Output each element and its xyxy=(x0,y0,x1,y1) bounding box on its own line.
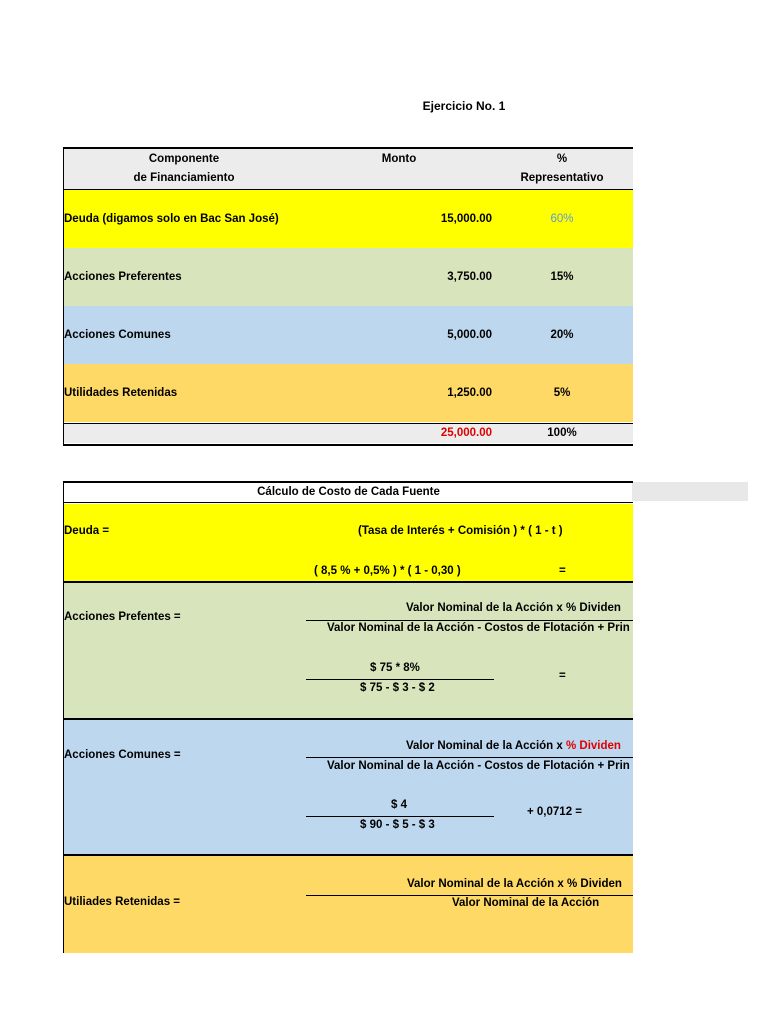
header-component-line1: Componente xyxy=(148,153,220,165)
row-percent: 20% xyxy=(550,329,574,341)
total-row xyxy=(64,423,633,443)
comunes-extra: + 0,0712 = xyxy=(527,806,582,818)
deuda-formula: (Tasa de Interés + Comisión ) * ( 1 - t ) xyxy=(358,525,563,537)
row-amount: 1,250.00 xyxy=(447,387,492,399)
cost-table-header: Cálculo de Costo de Cada Fuente xyxy=(64,483,633,503)
header-amount: Monto xyxy=(381,153,417,165)
preferentes-label: Acciones Prefentes = xyxy=(64,611,181,623)
comunes-calc-denominator: $ 90 - $ 5 - $ 3 xyxy=(360,819,435,831)
row-percent: 15% xyxy=(550,271,574,283)
retenidas-label: Utiliades Retenidas = xyxy=(64,896,180,908)
total-percent: 100% xyxy=(547,427,577,439)
comunes-fraction-line xyxy=(306,757,633,758)
row-label: Deuda (digamos solo en Bac San José) xyxy=(64,213,279,225)
table-row xyxy=(64,364,633,422)
comunes-numerator-text: Valor Nominal de la Acción x xyxy=(406,740,566,752)
header-percent-line1: % xyxy=(556,153,568,165)
table-row xyxy=(64,306,633,364)
retenidas-numerator: Valor Nominal de la Acción x % Dividen xyxy=(407,878,622,890)
comunes-denominator: Valor Nominal de la Acción - Costos de Flotación + Prin xyxy=(327,760,630,772)
row-label: Acciones Comunes xyxy=(64,329,171,341)
page-title: Ejercicio No. 1 xyxy=(422,99,506,113)
financing-table xyxy=(63,147,633,446)
total-amount: 25,000.00 xyxy=(440,427,492,439)
row-label: Acciones Preferentes xyxy=(64,271,182,283)
header-component-line2: de Financiamiento xyxy=(133,172,235,184)
section-retenidas xyxy=(64,856,633,953)
comunes-numerator xyxy=(406,740,621,752)
section-comunes xyxy=(64,720,633,856)
table-row xyxy=(64,248,633,306)
preferentes-denominator: Valor Nominal de la Acción - Costos de Flotación + Prin xyxy=(327,622,630,634)
section-preferentes xyxy=(64,583,633,720)
section-deuda xyxy=(64,504,633,583)
preferentes-calc-denominator: $ 75 - $ 3 - $ 2 xyxy=(360,682,435,694)
table-row xyxy=(64,190,633,248)
financing-table-header xyxy=(64,149,633,190)
preferentes-numerator: Valor Nominal de la Acción x % Dividen xyxy=(406,602,621,614)
row-percent: 60% xyxy=(550,213,574,225)
row-label: Utilidades Retenidas xyxy=(64,387,178,399)
preferentes-fraction-line xyxy=(306,620,633,621)
row-amount: 15,000.00 xyxy=(440,213,492,225)
header-component xyxy=(94,150,274,188)
cost-calculation-table xyxy=(63,481,633,953)
retenidas-fraction-line xyxy=(306,895,633,896)
header-percent xyxy=(504,150,620,188)
deuda-label: Deuda = xyxy=(64,525,110,537)
comunes-numerator-dividend: % Dividen xyxy=(565,740,621,752)
comunes-label: Acciones Comunes = xyxy=(64,749,181,761)
preferentes-equals: = xyxy=(559,670,566,682)
row-amount: 3,750.00 xyxy=(447,271,492,283)
comunes-calc-numerator: $ 4 xyxy=(391,799,407,811)
preferentes-calc-numerator: $ 75 * 8% xyxy=(370,662,420,674)
header-percent-line2: Representativo xyxy=(520,172,604,184)
deuda-calc: ( 8,5 % + 0,5% ) * ( 1 - 0,30 ) xyxy=(314,565,461,577)
preferentes-calc-line xyxy=(306,679,494,680)
deuda-equals: = xyxy=(559,565,566,577)
header-gray-band xyxy=(632,482,748,501)
comunes-calc-line xyxy=(306,816,494,817)
retenidas-denominator: Valor Nominal de la Acción xyxy=(452,897,600,909)
row-percent: 5% xyxy=(553,387,571,399)
row-amount: 5,000.00 xyxy=(447,329,492,341)
